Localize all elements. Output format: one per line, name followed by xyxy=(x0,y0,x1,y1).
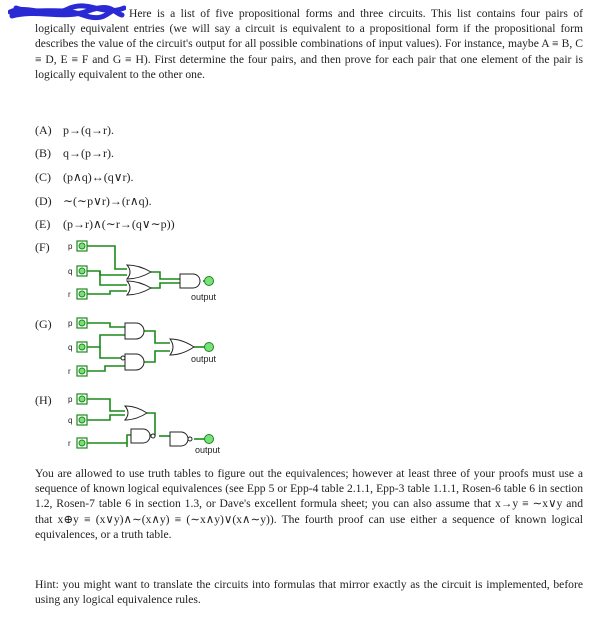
and-gate xyxy=(125,354,144,370)
output-pin xyxy=(205,435,214,444)
and-gate xyxy=(170,432,188,446)
not-bubble xyxy=(121,356,125,360)
form-label: (C) xyxy=(35,170,51,184)
input-p-label: p xyxy=(68,395,73,404)
or-gate xyxy=(170,339,194,355)
output-pin xyxy=(205,343,214,352)
input-q-label: q xyxy=(68,267,73,276)
input-pins xyxy=(77,318,87,376)
or-gate xyxy=(127,281,151,295)
output-label: output xyxy=(195,445,221,455)
and-gate xyxy=(180,274,200,288)
circuit-f-label: (F) xyxy=(35,240,50,254)
circuit-h-label: (H) xyxy=(35,393,52,407)
input-r-label: r xyxy=(68,290,71,299)
circuit-f xyxy=(55,236,255,304)
form-formula: q→(p→r). xyxy=(63,146,114,160)
output-label: output xyxy=(191,354,217,364)
form-d xyxy=(35,194,152,209)
input-pins xyxy=(77,394,87,448)
not-bubble xyxy=(151,434,155,438)
instructions-paragraph: You are allowed to use truth tables to figure out the equivalences; however at least three of your proofs must use a sequence of known logical equivalences (see Epp 5 or Epp-4 table 2.1.1, Epp-3 table 1.1.1, Rosen-6 table 6 in section 1.2, Rosen-7 table 6 in section 1.3, or Dave's excellent formula sheet; you can also assume that x→y ≡ ∼x∨y and that x⊕y ≡ (x∨y)∧∼(x∧y) ≡ (∼x∧y)∨(x∧∼y)). The fourth proof can use either a sequence of known logical equivalences, or a truth table. xyxy=(35,467,583,541)
circuit-h xyxy=(55,389,255,461)
circuit-g-label: (G) xyxy=(35,317,52,331)
form-b xyxy=(35,146,114,161)
hint-paragraph: Hint: you might want to translate the circuits into formulas that mirror exactly as the circuit is implemented, before using any logical equivalence rules. xyxy=(35,578,583,607)
circuit-g xyxy=(55,313,255,381)
not-bubble xyxy=(188,437,192,441)
input-r-label: r xyxy=(68,367,71,376)
output-pin xyxy=(205,277,214,286)
form-formula: p→(q→r). xyxy=(63,123,114,137)
input-q-label: q xyxy=(68,416,73,425)
form-label: (D) xyxy=(35,194,52,208)
input-r-label: r xyxy=(68,439,71,448)
form-label: (E) xyxy=(35,217,51,231)
output-label: output xyxy=(191,292,217,302)
and-gate xyxy=(125,323,144,339)
form-c xyxy=(35,170,134,185)
or-gate xyxy=(127,265,151,279)
input-p-label: p xyxy=(68,242,73,251)
form-formula: ∼(∼p∨r)→(r∧q). xyxy=(63,194,152,208)
form-e xyxy=(35,217,175,232)
intro-paragraph: Here is a list of five propositional forms and three circuits. This list contains four pairs of logically equivalent entries (we will say a circuit is equivalent to a propositional form if the propositional form describes the value of the circuit's output for all possible combinations of input values). For instance, maybe A ≡ B, C ≡ D, E ≡ F and G ≡ H). First determine the four pairs, and then prove for each pair that one element of the pair is logically equivalent to the other one. xyxy=(35,7,583,81)
input-p-label: p xyxy=(68,319,73,328)
form-formula: (p→r)∧(∼r→(q∨∼p)) xyxy=(63,217,175,231)
input-q-label: q xyxy=(68,343,73,352)
form-label: (A) xyxy=(35,123,52,137)
and-gate xyxy=(131,429,150,443)
or-gate xyxy=(125,406,147,420)
form-formula: (p∧q)↔(q∨r). xyxy=(63,170,134,184)
input-pins xyxy=(77,241,87,299)
form-a xyxy=(35,123,114,138)
form-label: (B) xyxy=(35,146,51,160)
